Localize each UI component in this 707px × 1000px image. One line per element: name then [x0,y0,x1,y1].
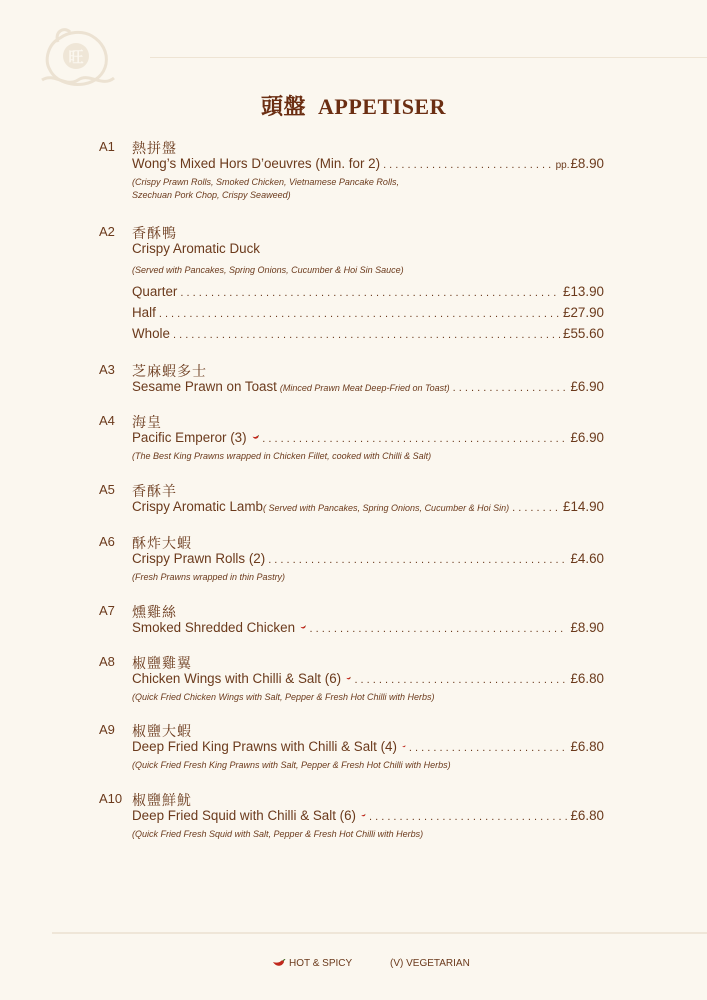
leader-dots [173,329,560,341]
item-description: (Crispy Prawn Rolls, Smoked Chicken, Vietnamese Pancake Rolls, [132,177,399,187]
item-description: (The Best King Prawns wrapped in Chicken Fillet, cooked with Chilli & Salt) [132,451,432,461]
item-description: (Quick Fried Chicken Wings with Salt, Pepper & Fresh Hot Chilli with Herbs) [132,692,435,702]
item-code: A3 [99,362,115,377]
item-price: £4.60 [570,551,604,566]
top-divider [150,57,707,58]
restaurant-logo [38,22,116,94]
size-price: £27.90 [563,305,604,320]
item-price: £6.80 [570,671,604,686]
legend [0,958,707,972]
item-name: Chicken Wings with Chilli & Salt (6) [132,671,342,686]
chili-icon [346,674,351,683]
bottom-divider [52,932,707,934]
item-price: £6.90 [570,379,604,394]
item-name: Crispy Prawn Rolls (2) [132,551,266,566]
item-name-cn: 香酥羊 [132,484,177,500]
size-label: Half [132,305,156,320]
item-name-cn: 椒鹽大蝦 [132,724,192,740]
chili-icon [361,811,366,820]
chili-icon [402,742,406,751]
page-title [0,90,707,121]
item-code: A8 [99,654,115,669]
item-code: A1 [99,139,115,154]
item-description: (Quick Fried Fresh King Prawns with Salt, Pepper & Fresh Hot Chilli with Herbs) [132,760,451,770]
item-code: A2 [99,224,115,239]
item-description: (Fresh Prawns wrapped in thin Pastry) [132,572,286,582]
item-name-cn: 酥炸大蝦 [132,536,192,552]
item-code: A9 [99,722,115,737]
item-price: £6.80 [570,808,604,823]
item-name: Deep Fried King Prawns with Chilli & Salt (4) [132,739,397,754]
leader-dots [369,811,568,823]
leader-dots [180,287,560,299]
item-name-cn: 椒鹽鮮魷 [132,793,192,809]
item-price: £6.80 [570,739,604,754]
size-label: Whole [132,326,170,341]
item-description: (Served with Pancakes, Spring Onions, Cucumber & Hoi Sin Sauce) [132,265,404,275]
chili-icon [300,623,306,632]
title-en: APPETISER [318,94,446,119]
item-code: A6 [99,534,115,549]
logo-glyph: 旺 [68,48,84,66]
item-price: £8.90 [570,620,604,635]
item-name-cn: 燻雞絲 [132,605,177,621]
item-name-cn: 椒鹽雞翼 [132,656,192,672]
item-name-cn: 海皇 [132,415,162,431]
item-description-2: Szechuan Pork Chop, Crispy Seaweed) [132,190,291,200]
item-description: (Quick Fried Fresh Squid with Salt, Pepper & Fresh Hot Chilli with Herbs) [132,829,424,839]
leader-dots [512,502,560,514]
size-quarter [132,284,604,302]
item-name: Wong’s Mixed Hors D’oeuvres (Min. for 2) [132,156,381,171]
size-price: £13.90 [563,284,604,299]
leader-dots [453,382,568,394]
item-name: Sesame Prawn on Toast [132,379,277,394]
size-label: Quarter [132,284,178,299]
price-prefix: pp. [555,160,570,171]
item-inline-description: (Minced Prawn Meat Deep-Fried on Toast) [279,383,450,393]
item-name: Crispy Aromatic Duck [132,241,260,256]
size-whole [132,326,604,344]
leader-dots [262,433,567,445]
item-name-cn: 芝麻蝦多士 [132,364,207,380]
leader-dots [354,674,567,686]
item-name: Smoked Shredded Chicken [132,620,296,635]
chili-icon [272,959,286,968]
item-name: Deep Fried Squid with Chilli & Salt (6) [132,808,357,823]
item-code: A4 [99,413,115,428]
title-cn: 頭盤 [261,94,307,119]
leader-dots [159,308,560,320]
item-code: A7 [99,603,115,618]
item-name-cn: 熱拼盤 [132,141,177,157]
legend-hot-label: HOT & SPICY [289,958,353,969]
item-code: A10 [99,791,123,806]
size-price: £55.60 [563,326,604,341]
item-inline-description: ( Served with Pancakes, Spring Onions, Cucumber & Hoi Sin) [262,503,510,513]
size-half [132,305,604,323]
legend-vegetarian: (V) VEGETARIAN [390,958,470,969]
item-price: £6.90 [570,430,604,445]
item-name: Pacific Emperor (3) [132,430,247,445]
leader-dots [268,554,567,566]
item-price: £8.90 [570,156,604,171]
chili-icon [252,433,260,442]
item-price: £14.90 [563,499,604,514]
item-code: A5 [99,482,115,497]
leader-dots [309,623,567,635]
legend-hot-spicy [272,958,352,969]
item-name: Crispy Aromatic Lamb [132,499,263,514]
leader-dots [409,742,568,754]
item-name-cn: 香酥鴨 [132,226,177,242]
leader-dots [383,159,553,171]
